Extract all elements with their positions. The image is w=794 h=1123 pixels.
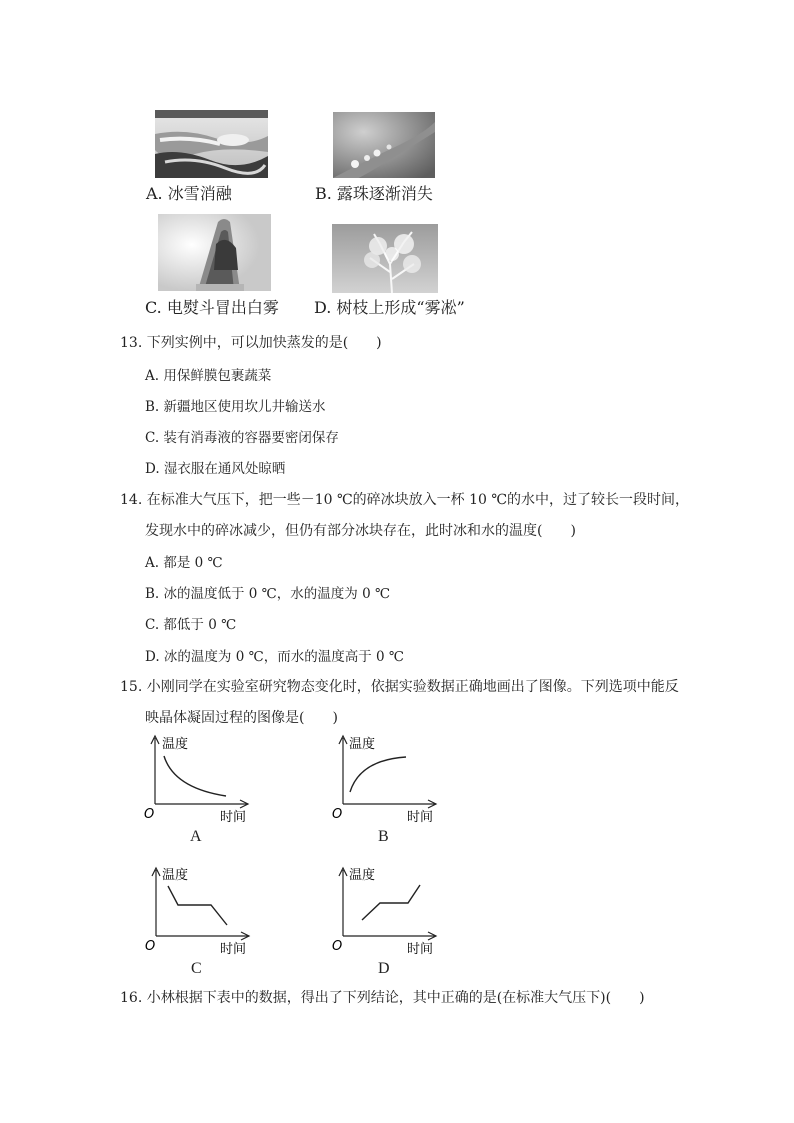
question-14-option-a: A. 都是 0 ℃ <box>145 555 223 571</box>
question-16-stem: 16. 小林根据下表中的数据，得出了下列结论，其中正确的是(在标准大气压下)( ) <box>120 990 645 1006</box>
graph-c-origin: O <box>145 939 156 954</box>
question-14-option-b: B. 冰的温度低于 0 ℃，水的温度为 0 ℃ <box>145 586 391 602</box>
graph-d <box>328 862 448 982</box>
graph-b-origin: O <box>332 807 343 822</box>
question-13-option-c: C. 装有消毒液的容器要密闭保存 <box>145 430 339 446</box>
question-13-stem: 13. 下列实例中，可以加快蒸发的是( ) <box>120 335 382 351</box>
graph-a-xlabel: 时间 <box>220 810 247 825</box>
question-14-stem-line1: 14. 在标准大气压下，把一些－10 ℃的碎冰块放入一杯 10 ℃的水中，过了较长一段时间， <box>120 492 690 508</box>
question-14-stem-line2: 发现水中的碎冰减少，但仍有部分冰块存在，此时冰和水的温度( ) <box>145 523 576 539</box>
graph-b-letter: B <box>378 828 389 845</box>
graph-b <box>328 730 448 850</box>
question-15-stem-line1: 15. 小刚同学在实验室研究物态变化时，依据实验数据正确地画出了图像。下列选项中能反 <box>120 679 679 695</box>
graph-d-ylabel: 温度 <box>349 868 376 883</box>
question-14-option-d: D. 冰的温度为 0 ℃，而水的温度高于 0 ℃ <box>145 649 404 665</box>
melting-ice-photo <box>155 110 268 178</box>
image-caption-d: D. 树枝上形成“雾凇” <box>314 298 465 317</box>
graph-c-ylabel: 温度 <box>162 868 189 883</box>
graph-d-origin: O <box>332 939 343 954</box>
graph-a <box>140 730 260 850</box>
graph-d-letter: D <box>378 960 390 977</box>
graph-b-ylabel: 温度 <box>349 737 376 752</box>
graph-a-ylabel: 温度 <box>162 737 189 752</box>
graph-c-xlabel: 时间 <box>220 942 247 957</box>
question-13-option-d: D. 湿衣服在通风处晾晒 <box>145 461 286 477</box>
graph-b-xlabel: 时间 <box>407 810 434 825</box>
graph-c-letter: C <box>191 960 202 977</box>
question-15-stem-line2: 映晶体凝固过程的图像是( ) <box>145 710 338 726</box>
steam-iron-photo <box>158 214 271 291</box>
question-14-option-c: C. 都低于 0 ℃ <box>145 617 237 633</box>
rime-tree-photo <box>332 224 438 293</box>
graph-a-origin: O <box>144 807 155 822</box>
image-caption-c: C. 电熨斗冒出白雾 <box>145 298 279 317</box>
question-13-option-a: A. 用保鲜膜包裹蔬菜 <box>145 368 272 384</box>
dew-drop-photo <box>333 112 435 178</box>
image-caption-b: B. 露珠逐渐消失 <box>315 184 433 203</box>
question-13-option-b: B. 新疆地区使用坎儿井输送水 <box>145 399 326 415</box>
graph-c <box>141 862 261 982</box>
graph-a-letter: A <box>190 828 202 845</box>
image-caption-a: A. 冰雪消融 <box>146 184 232 203</box>
graph-d-xlabel: 时间 <box>407 942 434 957</box>
